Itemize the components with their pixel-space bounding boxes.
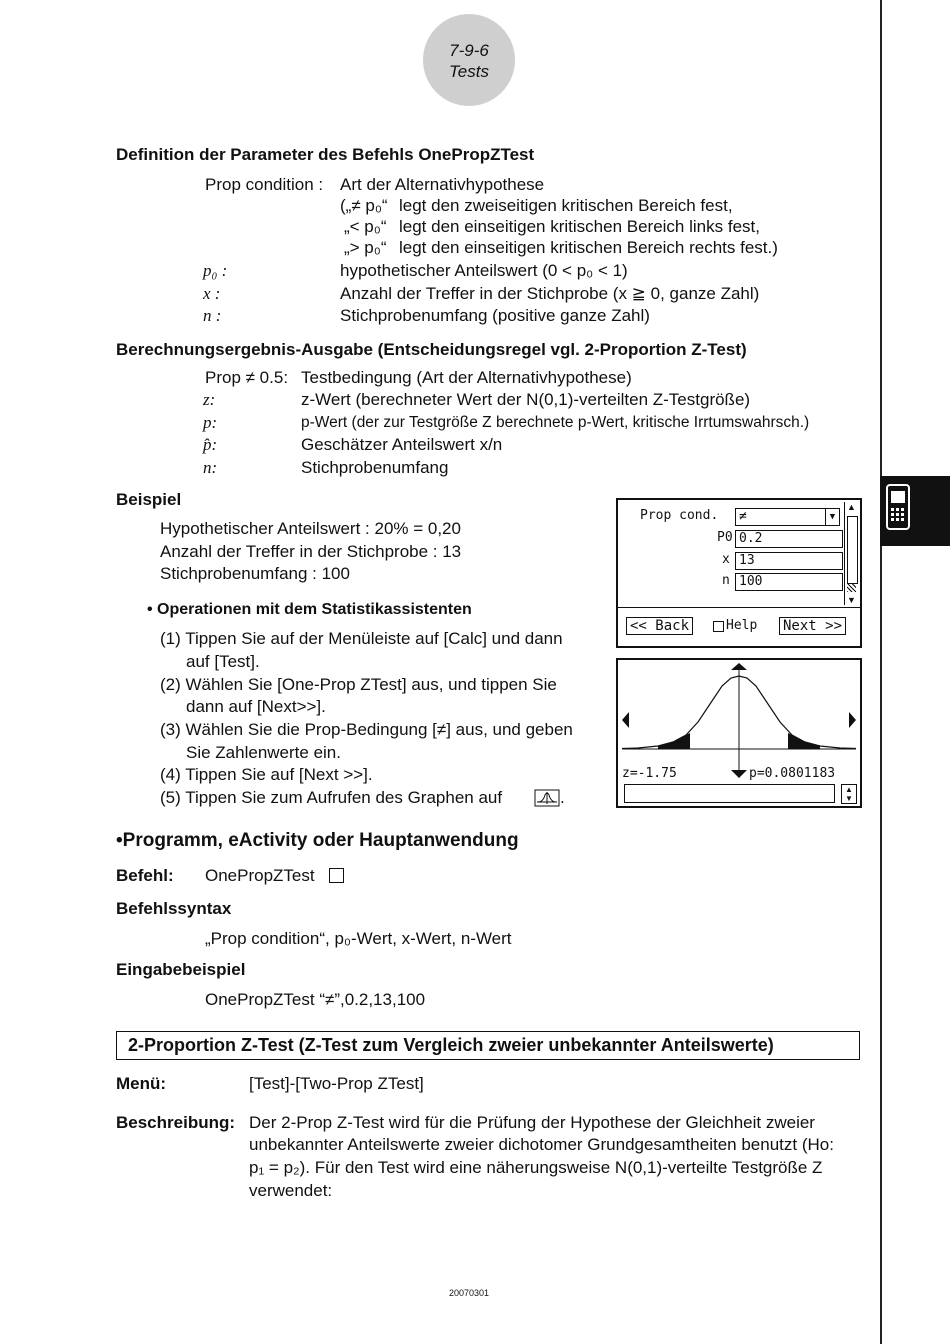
calculator-icon	[880, 476, 950, 546]
out-text-2: p-Wert (der zur Testgröße Z berechnete p-Wert, kritische Irrtumswahrsch.)	[301, 414, 810, 431]
step-4-period: .	[560, 788, 565, 807]
out-label-0: Prop ≠ 0.5:	[205, 368, 289, 387]
example-line-2: Stichprobenumfang : 100	[160, 564, 350, 583]
out-label-1: z:	[203, 390, 216, 409]
def-sym-1: („≠ p₀“	[340, 196, 388, 215]
p0-input[interactable]: 0.2	[735, 530, 843, 548]
desc-line-2: p₁ = p₂). Für den Test wird eine näherungsweise N(0,1)-verteilte Testgröße Z	[249, 1158, 823, 1177]
desc-label: Beschreibung:	[116, 1113, 236, 1132]
scroll-track	[847, 584, 856, 592]
example-title: Beispiel	[116, 490, 182, 509]
def-sym-3: „> p₀“	[344, 238, 387, 257]
out-label-2: p:	[203, 413, 218, 432]
scroll-thumb[interactable]	[847, 516, 858, 584]
desc-line-0: Der 2-Prop Z-Test wird für die Prüfung der Hypothese der Gleichheit zweier	[249, 1113, 815, 1132]
def-text-6: Stichprobenumfang (positive ganze Zahl)	[340, 306, 650, 325]
def-text-5: Anzahl der Treffer in der Stichprobe (x ≧ 0, ganze Zahl)	[340, 284, 760, 303]
footer-code: 20070301	[449, 1288, 490, 1298]
def-text-4: hypothetischer Anteilswert (0 < p₀ < 1)	[340, 261, 628, 280]
prop-cond-value: ≠	[739, 509, 747, 524]
scroll-down-icon[interactable]: ▼	[847, 595, 856, 605]
prop-cond-label: Prop cond.	[640, 508, 719, 523]
x-input[interactable]: 13	[735, 552, 843, 570]
syntax-label: Befehlssyntax	[116, 899, 232, 918]
out-text-3: Geschätzer Anteilswert x/n	[301, 435, 503, 454]
out-text-1: z-Wert (berechneter Wert der N(0,1)-verteilten Z-Testgröße)	[301, 390, 751, 409]
step-0-cont: auf [Test].	[186, 652, 260, 671]
help-checkbox[interactable]	[713, 621, 724, 632]
step-2: (3) Wählen Sie die Prop-Bedingung [≠] aus, und geben	[160, 720, 573, 739]
back-button[interactable]: << Back	[626, 617, 693, 635]
def-label-5: x :	[203, 284, 221, 303]
def-sym-2: „< p₀“	[344, 217, 387, 236]
input-label: Eingabebeispiel	[116, 960, 246, 979]
def-text-3: legt den einseitigen kritischen Bereich rechts fest.)	[399, 238, 778, 257]
n-label: n	[722, 573, 730, 588]
ops-title: • Operationen mit dem Statistikassistenten	[147, 601, 472, 618]
input-value: OnePropZTest “≠”,0.2,13,100	[205, 990, 426, 1009]
z-readout: z=-1.75	[622, 766, 677, 781]
out-label-3: p̂:	[203, 435, 218, 454]
graph-icon	[534, 789, 562, 807]
scrollbar[interactable]	[844, 502, 858, 605]
def-label-6: n :	[203, 306, 222, 325]
button-bar-divider	[618, 607, 860, 608]
step-4: (5) Tippen Sie zum Aufrufen des Graphen auf	[160, 788, 503, 807]
up-arrow-icon[interactable]	[731, 663, 747, 670]
calc-form-screen	[616, 498, 862, 648]
output-title: Berechnungsergebnis-Ausgabe (Entscheidungsregel vgl. 2-Proportion Z-Test)	[116, 340, 747, 359]
menu-value: [Test]-[Two-Prop ZTest]	[249, 1074, 424, 1093]
step-3: (4) Tippen Sie auf [Next >>].	[160, 765, 373, 784]
desc-line-1: unbekannter Anteilswerte zweier dichotomer Grundgesamtheiten benutzt (Ho:	[249, 1135, 834, 1154]
left-arrow-icon[interactable]	[622, 712, 629, 728]
befehl-label: Befehl:	[116, 866, 174, 885]
syntax-value: „Prop condition“, p₀-Wert, x-Wert, n-Wert	[205, 929, 512, 948]
step-0: (1) Tippen Sie auf der Menüleiste auf [Calc] und dann	[160, 629, 563, 648]
out-text-4: Stichprobenumfang	[301, 458, 449, 477]
chapter-tab	[880, 476, 950, 546]
def-text-1: legt den zweiseitigen kritischen Bereich fest,	[399, 196, 733, 215]
p-readout: p=0.0801183	[749, 766, 836, 781]
def-label-0: Prop condition :	[205, 175, 324, 194]
section-number: 7-9-6	[449, 41, 489, 60]
p0-label: P0	[717, 530, 733, 545]
command-input[interactable]	[624, 784, 835, 803]
desc-line-3: verwendet:	[249, 1181, 333, 1200]
calc-graph-screen	[616, 658, 862, 808]
next-button[interactable]: Next >>	[779, 617, 846, 635]
befehl-value: OnePropZTest	[205, 866, 315, 885]
chevron-down-icon[interactable]: ▼	[825, 509, 839, 525]
step-1-cont: dann auf [Next>>].	[186, 697, 326, 716]
page-margin-rule	[880, 0, 882, 1344]
program-title: •Programm, eActivity oder Hauptanwendung	[116, 830, 519, 851]
menu-label: Menü:	[116, 1074, 167, 1093]
def-text-0: Art der Alternativhypothese	[340, 175, 545, 194]
def-text-2: legt den einseitigen kritischen Bereich links fest,	[399, 217, 760, 236]
n-input[interactable]: 100	[735, 573, 843, 591]
step-1: (2) Wählen Sie [One-Prop ZTest] aus, und tippen Sie	[160, 675, 557, 694]
prop-cond-select[interactable]	[735, 508, 840, 526]
def-label-4: p₀ :	[203, 261, 228, 280]
out-label-4: n:	[203, 458, 218, 477]
example-line-1: Anzahl der Treffer in der Stichprobe : 13	[160, 542, 462, 561]
x-label: x	[722, 552, 730, 567]
out-text-0: Testbedingung (Art der Alternativhypothese)	[301, 368, 632, 387]
execute-box-icon	[329, 868, 344, 883]
page-number-badge	[423, 14, 515, 106]
help-label: Help	[726, 618, 758, 633]
definition-title: Definition der Parameter des Befehls OnePropZTest	[116, 145, 535, 164]
right-arrow-icon[interactable]	[849, 712, 856, 728]
spin-arrows-icon[interactable]: ▲ ▼	[841, 784, 857, 804]
down-arrow-icon[interactable]	[731, 770, 747, 778]
two-prop-title: 2-Proportion Z-Test (Z-Test zum Vergleich zweier unbekannter Anteilswerte)	[128, 1035, 774, 1055]
chapter-name: Tests	[448, 62, 489, 81]
scroll-up-icon[interactable]: ▲	[847, 502, 856, 512]
example-line-0: Hypothetischer Anteilswert : 20% = 0,20	[160, 519, 461, 538]
step-2-cont: Sie Zahlenwerte ein.	[186, 743, 341, 762]
two-prop-title-box	[116, 1031, 860, 1060]
